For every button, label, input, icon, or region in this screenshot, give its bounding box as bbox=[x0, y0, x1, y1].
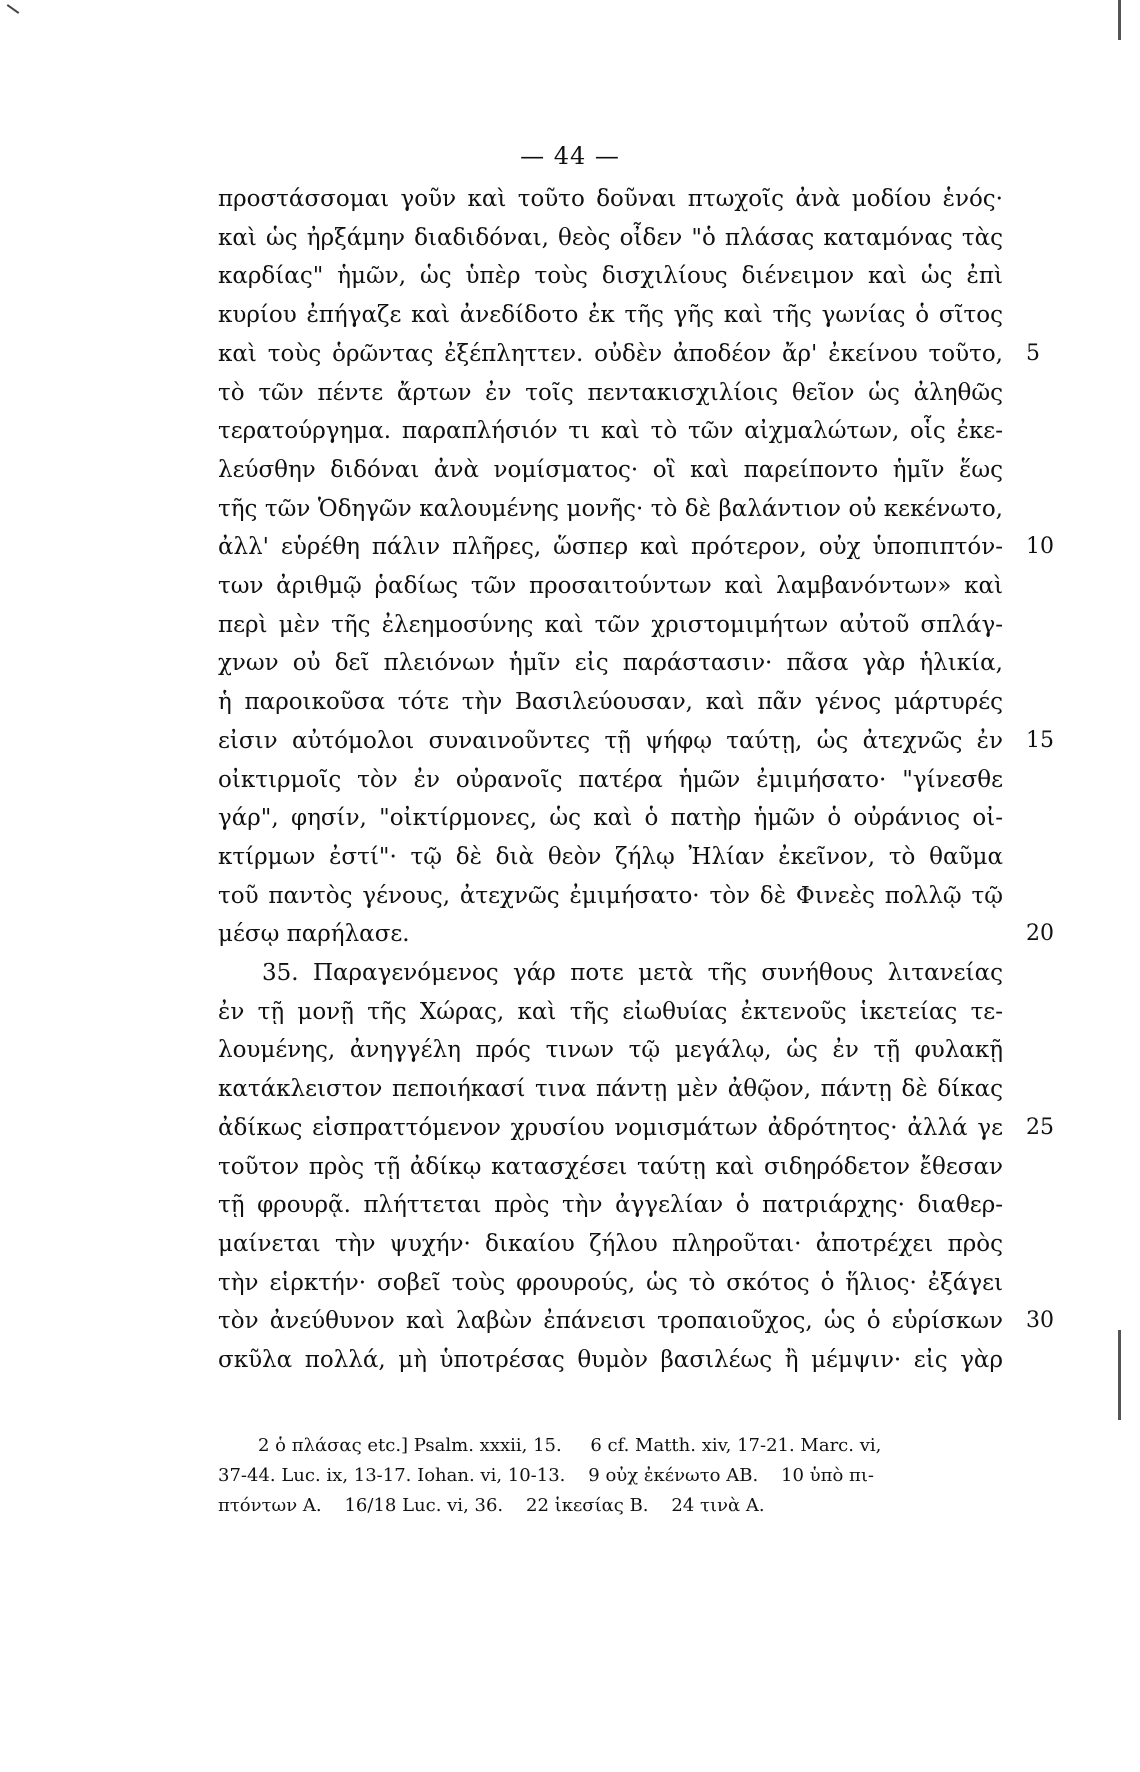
footnote-line: πτόντων A. 16/18 Luc. vi, 36. 22 ἱκεσίας B. 24 τινὰ A. bbox=[218, 1495, 765, 1516]
text-line: μαίνεται τὴν ψυχήν· δικαίου ζήλου πληροῦται· ἀποτρέχει πρὸς bbox=[218, 1231, 1003, 1257]
text-line: καὶ τοὺς ὁρῶντας ἐξέπληττεν. οὐδὲν ἀποδέον ἄρ' ἐκείνου τοῦτο, bbox=[218, 341, 1003, 367]
text-line: καρδίας" ἡμῶν, ὡς ὑπὲρ τοὺς δισχιλίους διένειμον καὶ ὡς ἐπὶ bbox=[218, 263, 1003, 289]
text-line: γάρ", φησίν, "οἰκτίρμονες, ὡς καὶ ὁ πατὴρ ἡμῶν ὁ οὐράνιος οἰ- bbox=[218, 805, 1003, 831]
text-line: προστάσσομαι γοῦν καὶ τοῦτο δοῦναι πτωχοῖς ἀνὰ μοδίου ἑνός· bbox=[218, 186, 1003, 212]
text-line: κυρίου ἐπήγαζε καὶ ἀνεδίδοτο ἐκ τῆς γῆς καὶ τῆς γωνίας ὁ σῖτος bbox=[218, 302, 1003, 328]
text-line: καὶ ὡς ἠρξάμην διαδιδόναι, θεὸς οἶδεν "ὁ πλάσας καταμόνας τὰς bbox=[218, 225, 1003, 251]
text-line: τὸ τῶν πέντε ἄρτων ἐν τοῖς πεντακισχιλίοις θεῖον ὡς ἀληθῶς bbox=[218, 380, 1003, 406]
text-line: ἡ παροικοῦσα τότε τὴν Βασιλεύουσαν, καὶ πᾶν γένος μάρτυρές bbox=[218, 689, 1003, 715]
text-line: ἀδίκως εἰσπραττόμενον χρυσίου νομισμάτων ἀδρότητος· ἀλλά γε bbox=[218, 1115, 1003, 1141]
line-number: 5 bbox=[1026, 341, 1040, 366]
text-line: ἐν τῇ μονῇ τῆς Χώρας, καὶ τῆς εἰωθυίας ἐκτενοῦς ἱκετείας τε- bbox=[218, 999, 1003, 1025]
text-line: τοῦτον πρὸς τῇ ἀδίκῳ κατασχέσει ταύτῃ καὶ σιδηρόδετον ἔθεσαν bbox=[218, 1154, 1003, 1180]
text-line: οἰκτιρμοῖς τὸν ἐν οὐρανοῖς πατέρα ἡμῶν ἐμιμήσατο· "γίνεσθε bbox=[218, 767, 1003, 793]
line-number: 25 bbox=[1026, 1115, 1054, 1140]
scan-corner-mark bbox=[7, 4, 20, 14]
text-line: κατάκλειστον πεποιήκασί τινα πάντῃ μὲν ἀθῷον, πάντῃ δὲ δίκας bbox=[218, 1076, 1003, 1102]
text-line: τοῦ παντὸς γένους, ἀτεχνῶς ἐμιμήσατο· τὸν δὲ Φινεὲς πολλῷ τῷ bbox=[218, 883, 1003, 909]
line-number: 20 bbox=[1026, 921, 1054, 946]
footnote-line: 2 ὁ πλάσας etc.] Psalm. xxxii, 15. 6 cf. Matth. xiv, 17-21. Marc. vi, bbox=[258, 1435, 882, 1456]
scan-edge-mark-lower bbox=[1118, 1330, 1121, 1420]
text-line: τὴν εἱρκτήν· σοβεῖ τοὺς φρουρούς, ὡς τὸ σκότος ὁ ἥλιος· ἐξάγει bbox=[218, 1270, 1003, 1296]
text-line: χνων οὐ δεῖ πλειόνων ἡμῖν εἰς παράστασιν· πᾶσα γὰρ ἡλικία, bbox=[218, 650, 1003, 676]
page-number: — 44 — bbox=[520, 142, 620, 170]
line-number: 10 bbox=[1026, 534, 1054, 559]
text-line: ἀλλ' εὑρέθη πάλιν πλῆρες, ὥσπερ καὶ πρότερον, οὐχ ὑποπιπτόν- bbox=[218, 534, 1003, 560]
text-line: σκῦλα πολλά, μὴ ὑποτρέσας θυμὸν βασιλέως ἢ μέμψιν· εἰς γὰρ bbox=[218, 1347, 1003, 1373]
footnote-line: 37-44. Luc. ix, 13-17. Iohan. vi, 10-13. 9 οὐχ ἐκένωτο AB. 10 ὑπὸ πι- bbox=[218, 1465, 874, 1486]
line-number: 15 bbox=[1026, 728, 1054, 753]
text-line: των ἀριθμῷ ῥαδίως τῶν προσαιτούντων καὶ λαμβανόντων» καὶ bbox=[218, 573, 1003, 599]
text-line: κτίρμων ἐστί"· τῷ δὲ διὰ θεὸν ζήλῳ Ἠλίαν ἐκεῖνον, τὸ θαῦμα bbox=[218, 844, 1003, 870]
text-line: τῇ φρουρᾷ. πλήττεται πρὸς τὴν ἀγγελίαν ὁ πατριάρχης· διαθερ- bbox=[218, 1192, 1003, 1218]
text-line: λεύσθην διδόναι ἀνὰ νομίσματος· οἳ καὶ παρείποντο ἡμῖν ἕως bbox=[218, 457, 1003, 483]
text-line: τῆς τῶν Ὁδηγῶν καλουμένης μονῆς· τὸ δὲ βαλάντιον οὐ κεκένωτο, bbox=[218, 496, 1003, 522]
text-line: μέσῳ παρήλασε. bbox=[218, 921, 410, 947]
text-line: περὶ μὲν τῆς ἐλεημοσύνης καὶ τῶν χριστομιμήτων αὐτοῦ σπλάγ- bbox=[218, 612, 1003, 638]
text-line: εἰσιν αὐτόμολοι συναινοῦντες τῇ ψήφῳ ταύτῃ, ὡς ἀτεχνῶς ἐν bbox=[218, 728, 1003, 754]
text-line: λουμένης, ἀνηγγέλη πρός τινων τῷ μεγάλῳ, ὡς ἐν τῇ φυλακῇ bbox=[218, 1037, 1003, 1063]
text-line: τερατούργημα. παραπλήσιόν τι καὶ τὸ τῶν αἰχμαλώτων, οἷς ἐκε- bbox=[218, 418, 1003, 444]
text-line: τὸν ἀνεύθυνον καὶ λαβὼν ἐπάνεισι τροπαιοῦχος, ὡς ὁ εὑρίσκων bbox=[218, 1308, 1003, 1334]
text-line: 35. Παραγενόμενος γάρ ποτε μετὰ τῆς συνήθους λιτανείας bbox=[262, 960, 1003, 986]
scan-edge-mark-top bbox=[1118, 0, 1121, 40]
line-number: 30 bbox=[1026, 1308, 1054, 1333]
